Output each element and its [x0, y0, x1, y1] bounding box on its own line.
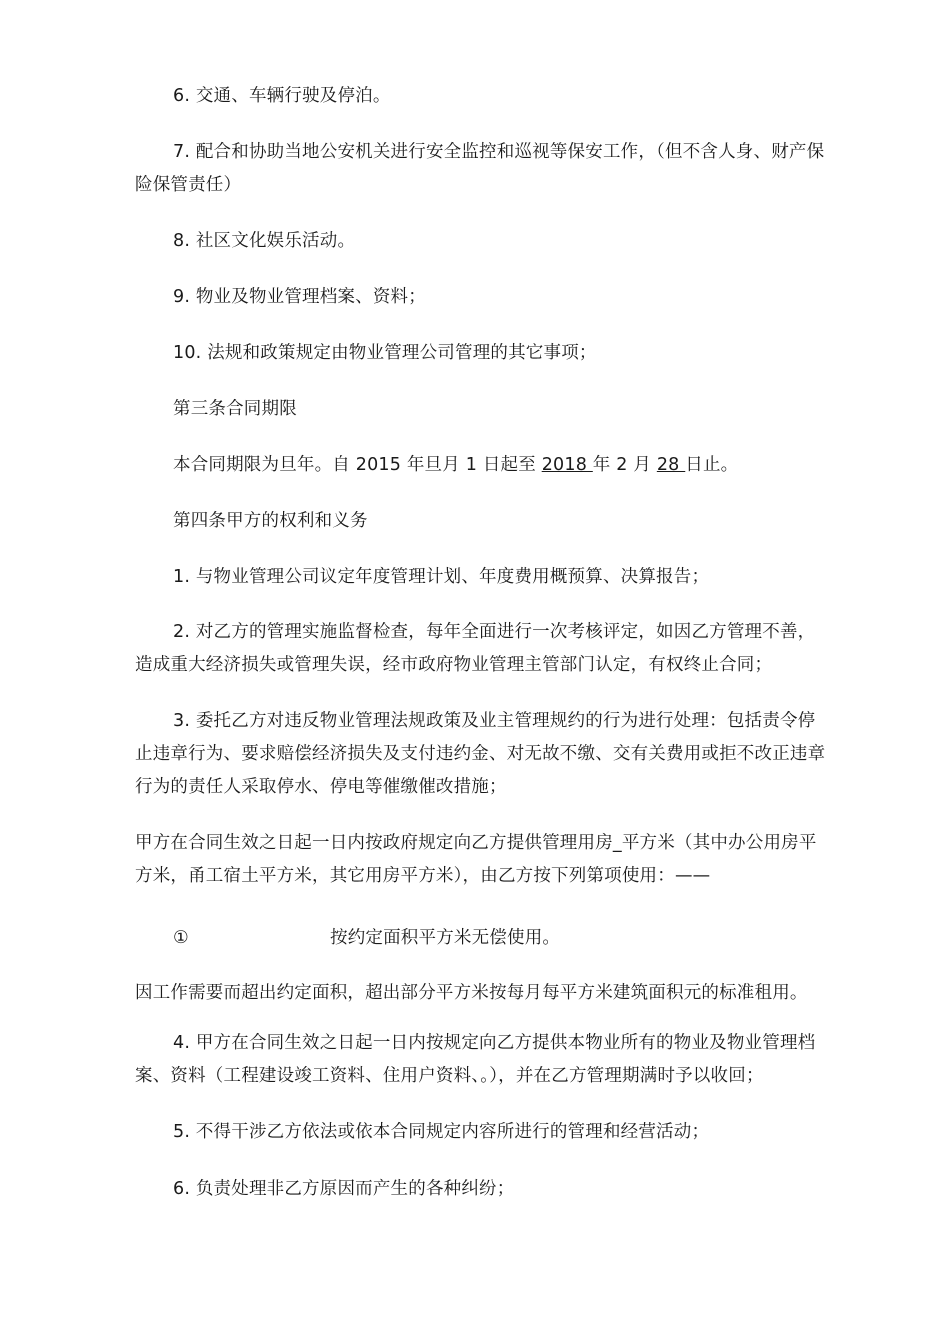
option-marker: ① [173, 928, 189, 948]
excess-area-paragraph: 因工作需要而超出约定面积，超出部分平方米按每月每平方米建筑面积元的标准租用。 [135, 983, 808, 1003]
party-a-duty-6: 6. 负责处理非乙方原因而产生的各种纠纷； [173, 1179, 515, 1199]
contract-term-text-e: 日止。 [685, 455, 739, 475]
option-1-line [135, 922, 830, 955]
clause-item-10-other: 10. 法规和政策规定由物业管理公司管理的其它事项； [173, 343, 597, 363]
party-a-duty-3: 3. 委托乙方对违反物业管理法规政策及业主管理规约的行为进行处理：包括责令停止违章行为、要求赔偿经济损失及支付违约金、对无故不缴、交有关费用或拒不改正违章行为的责任人采取停水、停电等催缴催改措施； [135, 711, 826, 797]
party-a-duty-2: 2. 对乙方的管理实施监督检查，每年全面进行一次考核评定，如因乙方管理不善，造成重大经济损失或管理失误，经市政府物业管理主管部门认定，有权终止合同； [135, 622, 816, 675]
party-a-duty-4: 4. 甲方在合同生效之日起一日内按规定向乙方提供本物业所有的物业及物业管理档案、资料（工程建设竣工资料、住用户资料、。），并在乙方管理期满时予以收回； [135, 1033, 816, 1086]
article-3-heading: 第三条合同期限 [173, 399, 297, 419]
option-1-text: 按约定面积平方米无偿使用。 [330, 928, 561, 948]
contract-end-day: 28 [656, 455, 686, 475]
party-a-duty-5: 5. 不得干涉乙方依法或依本合同规定内容所进行的管理和经营活动； [173, 1122, 710, 1142]
contract-term-paragraph [135, 449, 830, 482]
clause-item-8-community: 8. 社区文化娱乐活动。 [173, 231, 356, 251]
party-a-duty-1: 1. 与物业管理公司议定年度管理计划、年度费用概预算、决算报告； [173, 567, 710, 587]
article-4-heading: 第四条甲方的权利和义务 [173, 511, 368, 531]
contract-end-year: 2018 [541, 455, 593, 475]
clause-item-9-archives: 9. 物业及物业管理档案、资料； [173, 287, 426, 307]
contract-term-text-c: 年 2 月 [592, 455, 657, 475]
clause-item-7-security: 7. 配合和协助当地公安机关进行安全监控和巡视等保安工作，（但不含人身、财产保险保管责任） [135, 142, 825, 195]
management-premises-paragraph: 甲方在合同生效之日起一日内按政府规定向乙方提供管理用房_平方米（其中办公用房平方米，甬工宿土平方米，其它用房平方米），由乙方按下列第项使用：—— [135, 833, 817, 886]
clause-item-6-traffic: 6. 交通、车辆行驶及停泊。 [173, 86, 391, 106]
contract-term-text-a: 本合同期限为旦年。自 2015 年旦月 1 日起至 [173, 455, 542, 475]
